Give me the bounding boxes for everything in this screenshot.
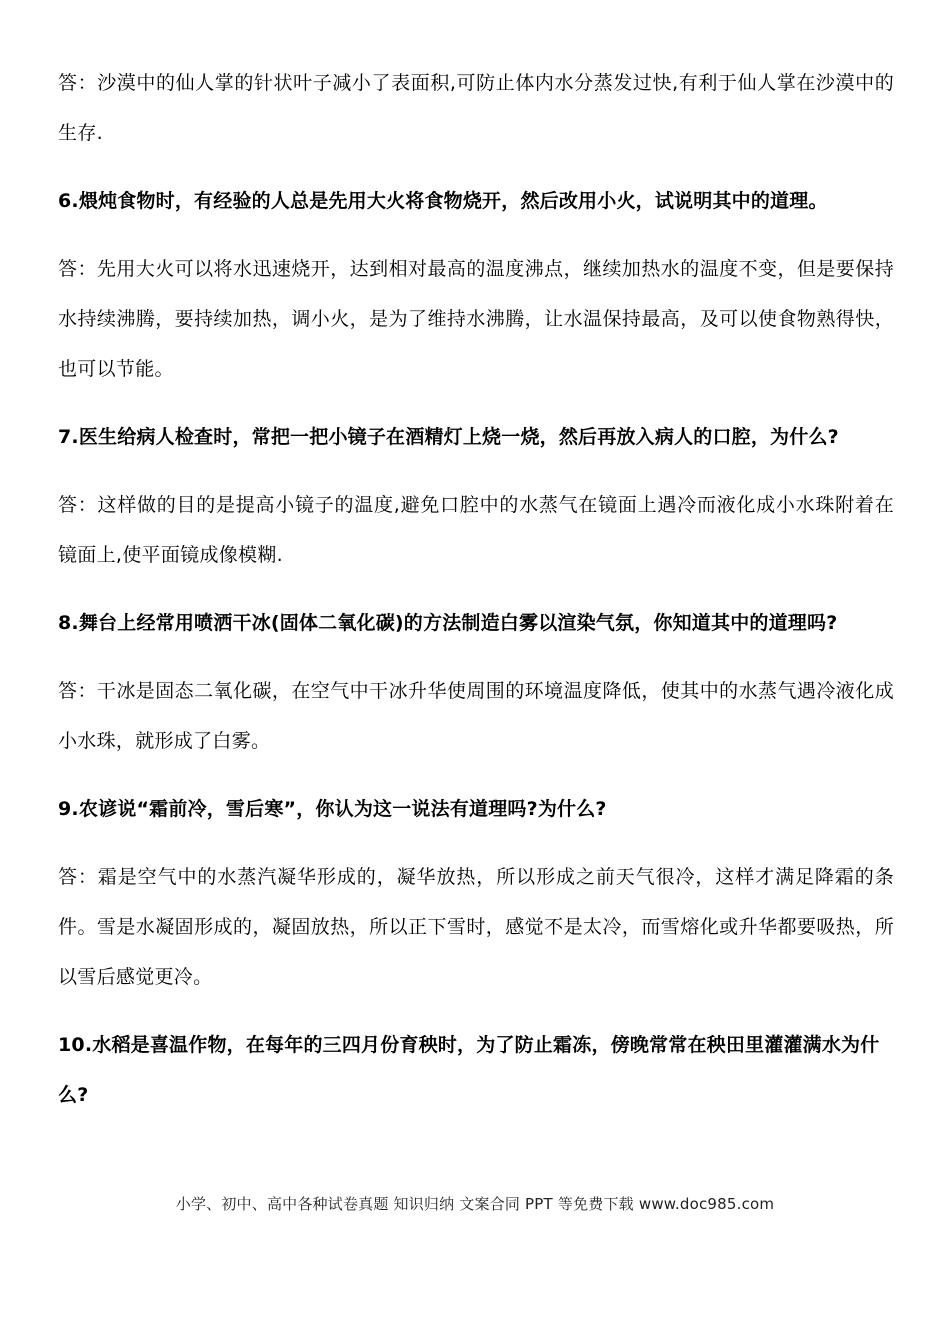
answer-7: 答：这样做的目的是提高小镜子的温度,避免口腔中的水蒸气在镜面上遇冷而液化成小水珠附着在镜面上,使平面镜成像模糊. (58, 494, 894, 566)
answer-9: 答：霜是空气中的水蒸汽凝华形成的，凝华放热，所以形成之前天气很冷，这样才满足降霜的条件。雪是水凝固形成的，凝固放热，所以正下雪时，感觉不是太冷，而雪熔化或升华都要吸热，所以雪后感觉更冷。 (58, 866, 894, 988)
document-body (58, 58, 894, 1138)
question-7: 7.医生给病人检查时，常把一把小镜子在酒精灯上烧一烧，然后再放入病人的口腔，为什么? (58, 426, 839, 448)
question-10: 10.水稻是喜温作物，在每年的三四月份育秧时，为了防止霜冻，傍晚常常在秧田里灌灌满水为什么? (58, 1034, 880, 1106)
question-8: 8.舞台上经常用喷洒干冰(固体二氧化碳)的方法制造白雾以渲染气氛，你知道其中的道理吗? (58, 612, 838, 634)
question-6: 6.煨炖食物时，有经验的人总是先用大火将食物烧开，然后改用小火，试说明其中的道理。 (58, 190, 828, 212)
answer-5: 答：沙漠中的仙人掌的针状叶子减小了表面积,可防止体内水分蒸发过快,有利于仙人掌在沙漠中的生存. (58, 72, 894, 144)
answer-8: 答：干冰是固态二氧化碳，在空气中干冰升华使周围的环境温度降低，使其中的水蒸气遇冷液化成小水珠，就形成了白雾。 (58, 680, 894, 752)
answer-6: 答：先用大火可以将水迅速烧开，达到相对最高的温度沸点，继续加热水的温度不变，但是要保持水持续沸腾，要持续加热，调小火，是为了维持水沸腾，让水温保持最高，及可以使食物熟得快，也可以节能。 (58, 258, 894, 380)
page-footer: 小学、初中、高中各种试卷真题 知识归纳 文案合同 PPT 等免费下载 www.doc985.com (175, 1195, 775, 1213)
question-9: 9.农谚说“霜前冷，雪后寒”，你认为这一说法有道理吗?为什么? (58, 798, 607, 820)
